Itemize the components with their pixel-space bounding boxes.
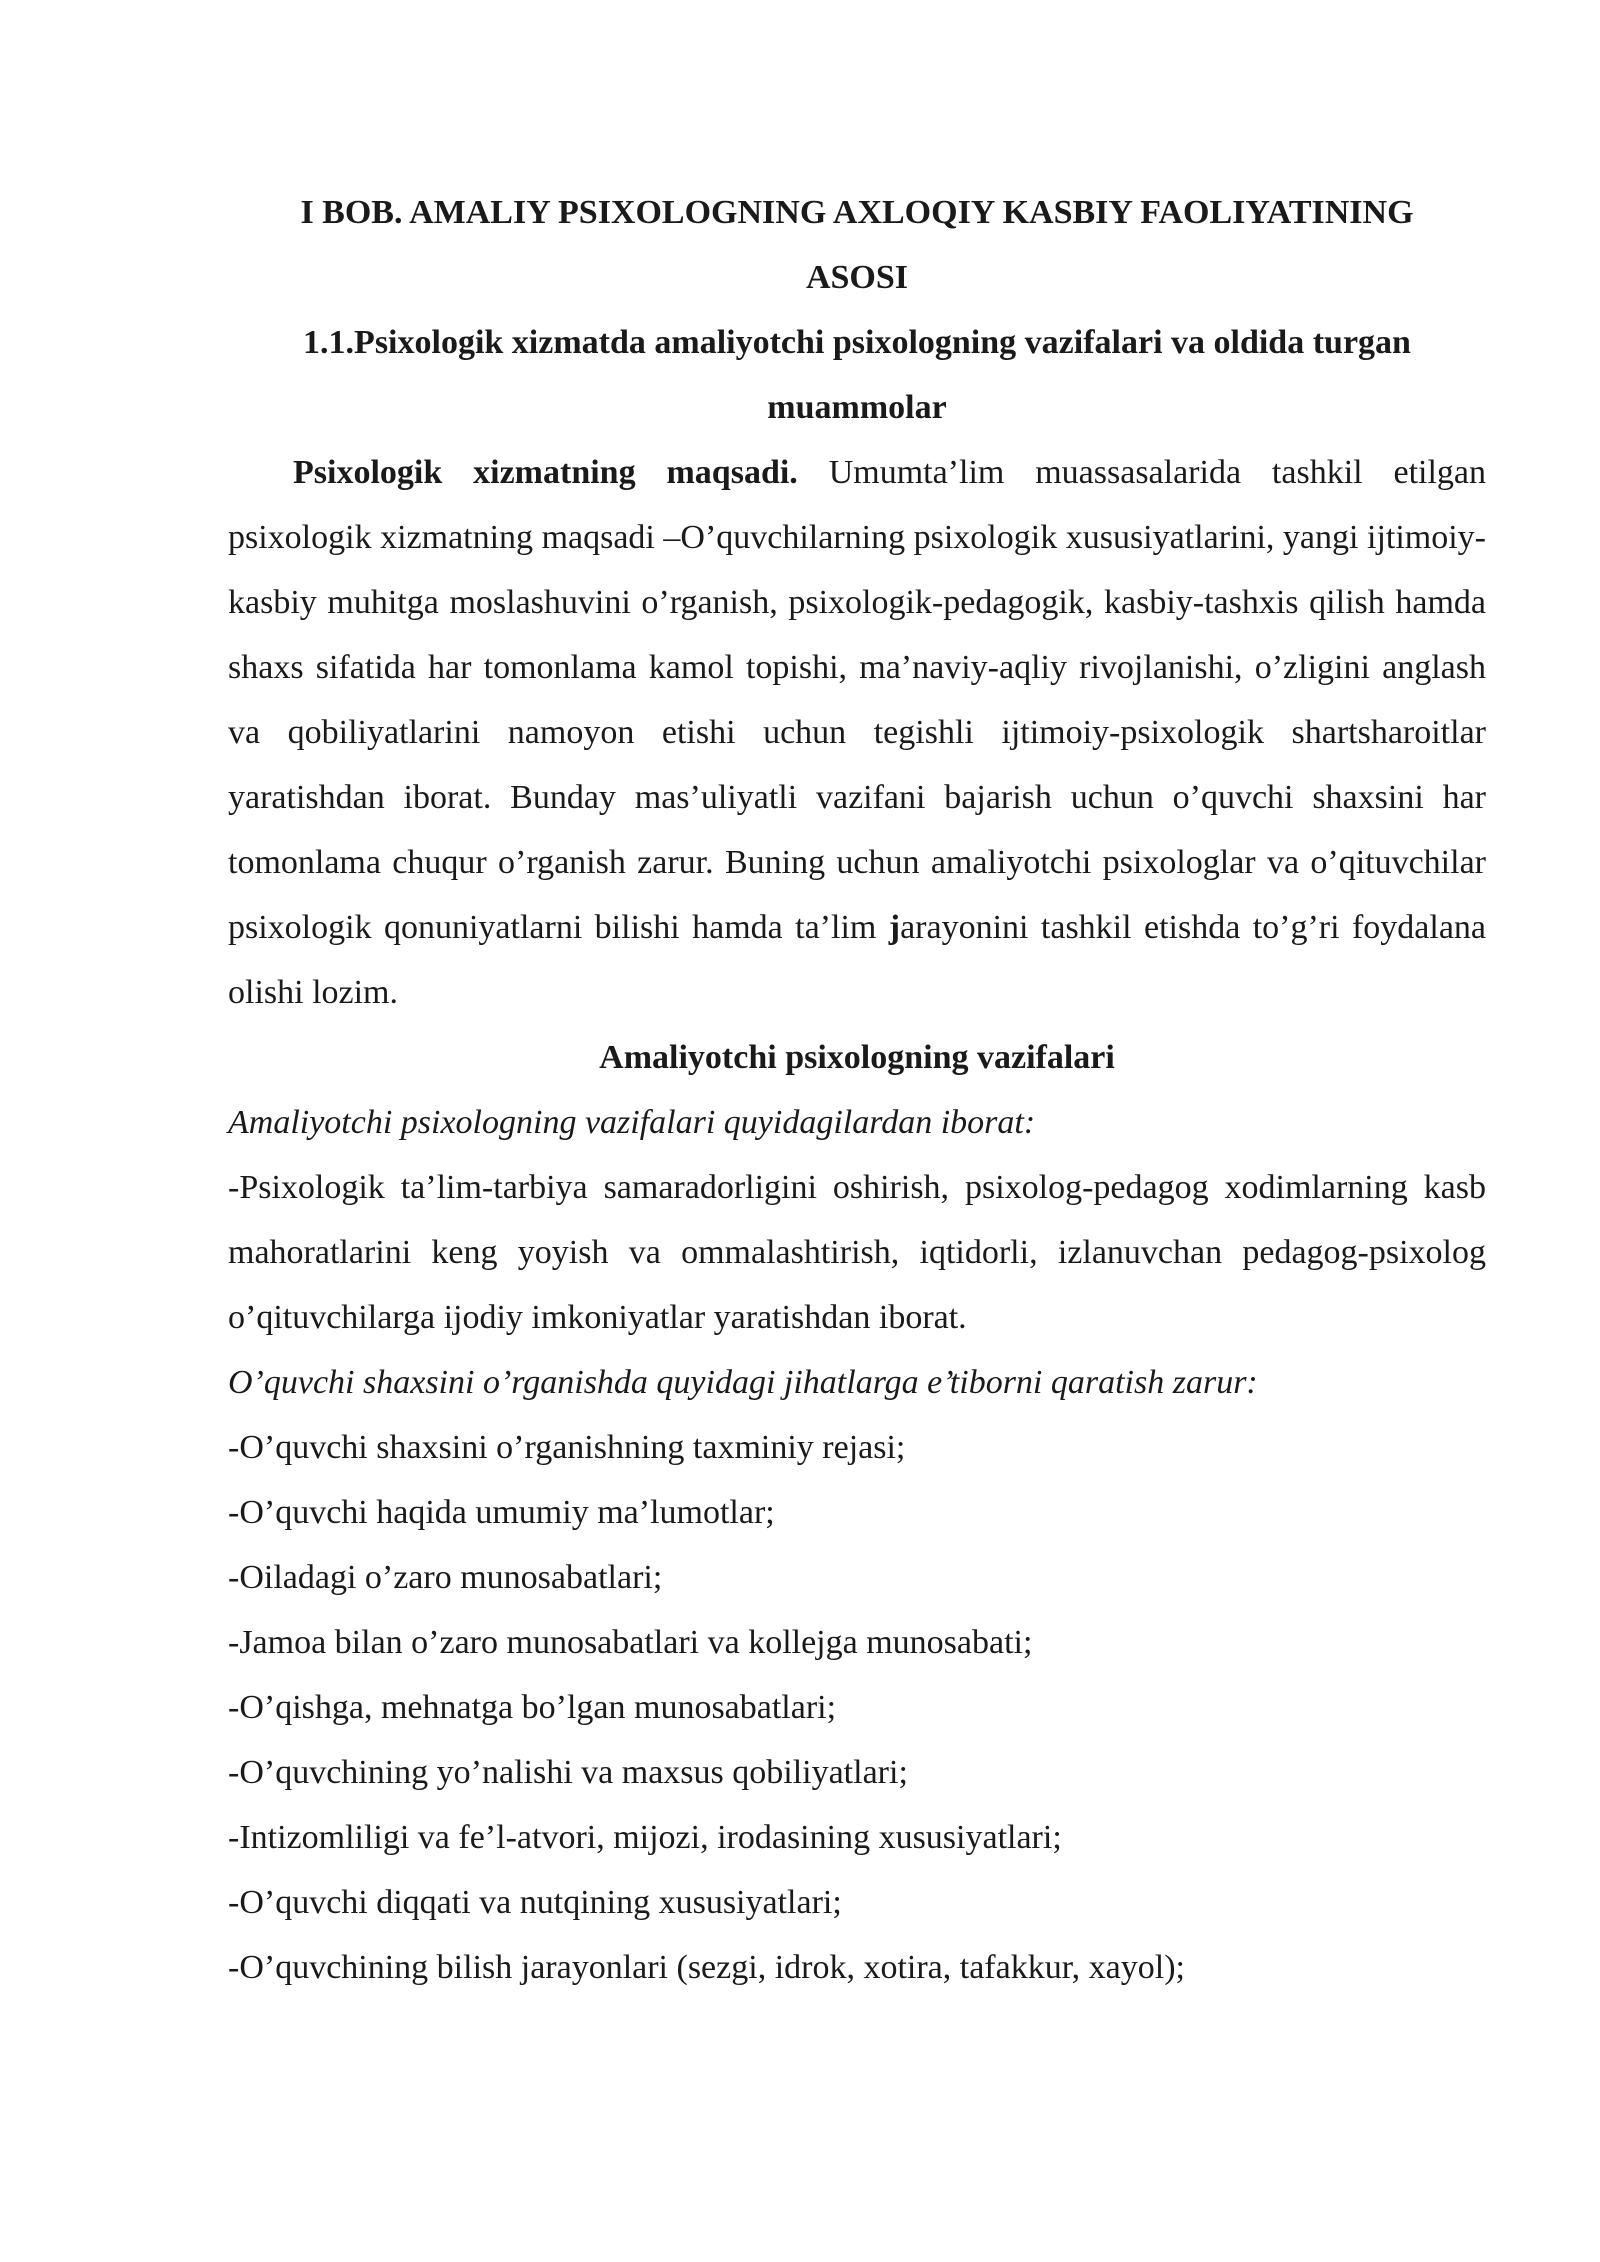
study-italic-intro: O’quvchi shaxsini o’rganishda quyidagi jihatlarga e’tiborni qaratish zarur: <box>228 1364 1258 1401</box>
chapter-title-line-2: ASOSI <box>805 259 909 296</box>
list-item: -Intizomliligi va fe’l-atvori, mijozi, irodasining xususiyatlari; <box>228 1819 1062 1856</box>
document-page <box>228 180 1486 2000</box>
list-item: -O’quvchi shaxsini o’rganishning taxminiy rejasi; <box>228 1429 906 1466</box>
section-title-line-2: muammolar <box>767 389 947 426</box>
tasks-heading: Amaliyotchi psixologning vazifalari <box>599 1039 1115 1076</box>
section-title-line-1: 1.1.Psixologik xizmatda amaliyotchi psixologning vazifalari va oldida turgan <box>303 324 1411 361</box>
tasks-italic-intro: Amaliyotchi psixologning vazifalari quyidagilardan iborat: <box>228 1104 1036 1141</box>
intro-bold-letter: j <box>888 909 901 946</box>
intro-text-part-2: arayonini tashkil etishda to’g’ri foydalana olishi lozim. <box>228 909 1487 1011</box>
chapter-title-line-1: I BOB. AMALIY PSIXOLOGNING AXLOQIY KASBIY FAOLIYATINING <box>300 194 1414 231</box>
list-item: -O’quvchining yo’nalishi va maxsus qobiliyatlari; <box>228 1754 908 1791</box>
list-item: -Oiladagi o’zaro munosabatlari; <box>228 1559 663 1596</box>
study-aspects-list <box>228 1415 1486 2000</box>
list-item: -O’qishga, mehnatga bo’lgan munosabatlari; <box>228 1689 837 1726</box>
intro-lead-bold: Psixologik xizmatning maqsadi. <box>293 454 798 491</box>
list-item: -O’quvchining bilish jarayonlari (sezgi, idrok, xotira, tafakkur, xayol); <box>228 1949 1185 1986</box>
intro-text-part-1: Umumta’lim muassasalarida tashkil etilgan psixologik xizmatning maqsadi –O’quvchilarning psixologik xususiyatlarini, yangi ijtimoiy-kasbiy muhitga moslashuvini o’rganish, psixologik-pedagogik, kasbiy-tashxis qilish hamda shaxs sifatida har tomonlama kamol topishi, ma’naviy-aqliy rivojlanishi, o’zligini anglash va qobiliyatlarini namoyon etishi uchun tegishli ijtimoiy-psixologik shartsharoitlar yaratishdan iborat. Bunday mas’uliyatli vazifani bajarish uchun o’quvchi shaxsini har tomonlama chuqur o’rganish zarur. Buning uchun amaliyotchi psixologlar va o’qituvchilar psixologik qonuniyatlarni bilishi hamda ta’lim <box>228 454 1486 946</box>
list-item: -O’quvchi haqida umumiy ma’lumotlar; <box>228 1494 775 1531</box>
tasks-paragraph: -Psixologik ta’lim-tarbiya samaradorligini oshirish, psixolog-pedagog xodimlarning kasb mahoratlarini keng yoyish va ommalashtirish, iqtidorli, izlanuvchan pedagog-psixolog o’qituvchilarga ijodiy imkoniyatlar yaratishdan iborat. <box>228 1169 1486 1336</box>
list-item: -Jamoa bilan o’zaro munosabatlari va kollejga munosabati; <box>228 1624 1033 1661</box>
intro-paragraph <box>228 440 1486 1025</box>
list-item: -O’quvchi diqqati va nutqining xususiyatlari; <box>228 1884 842 1921</box>
